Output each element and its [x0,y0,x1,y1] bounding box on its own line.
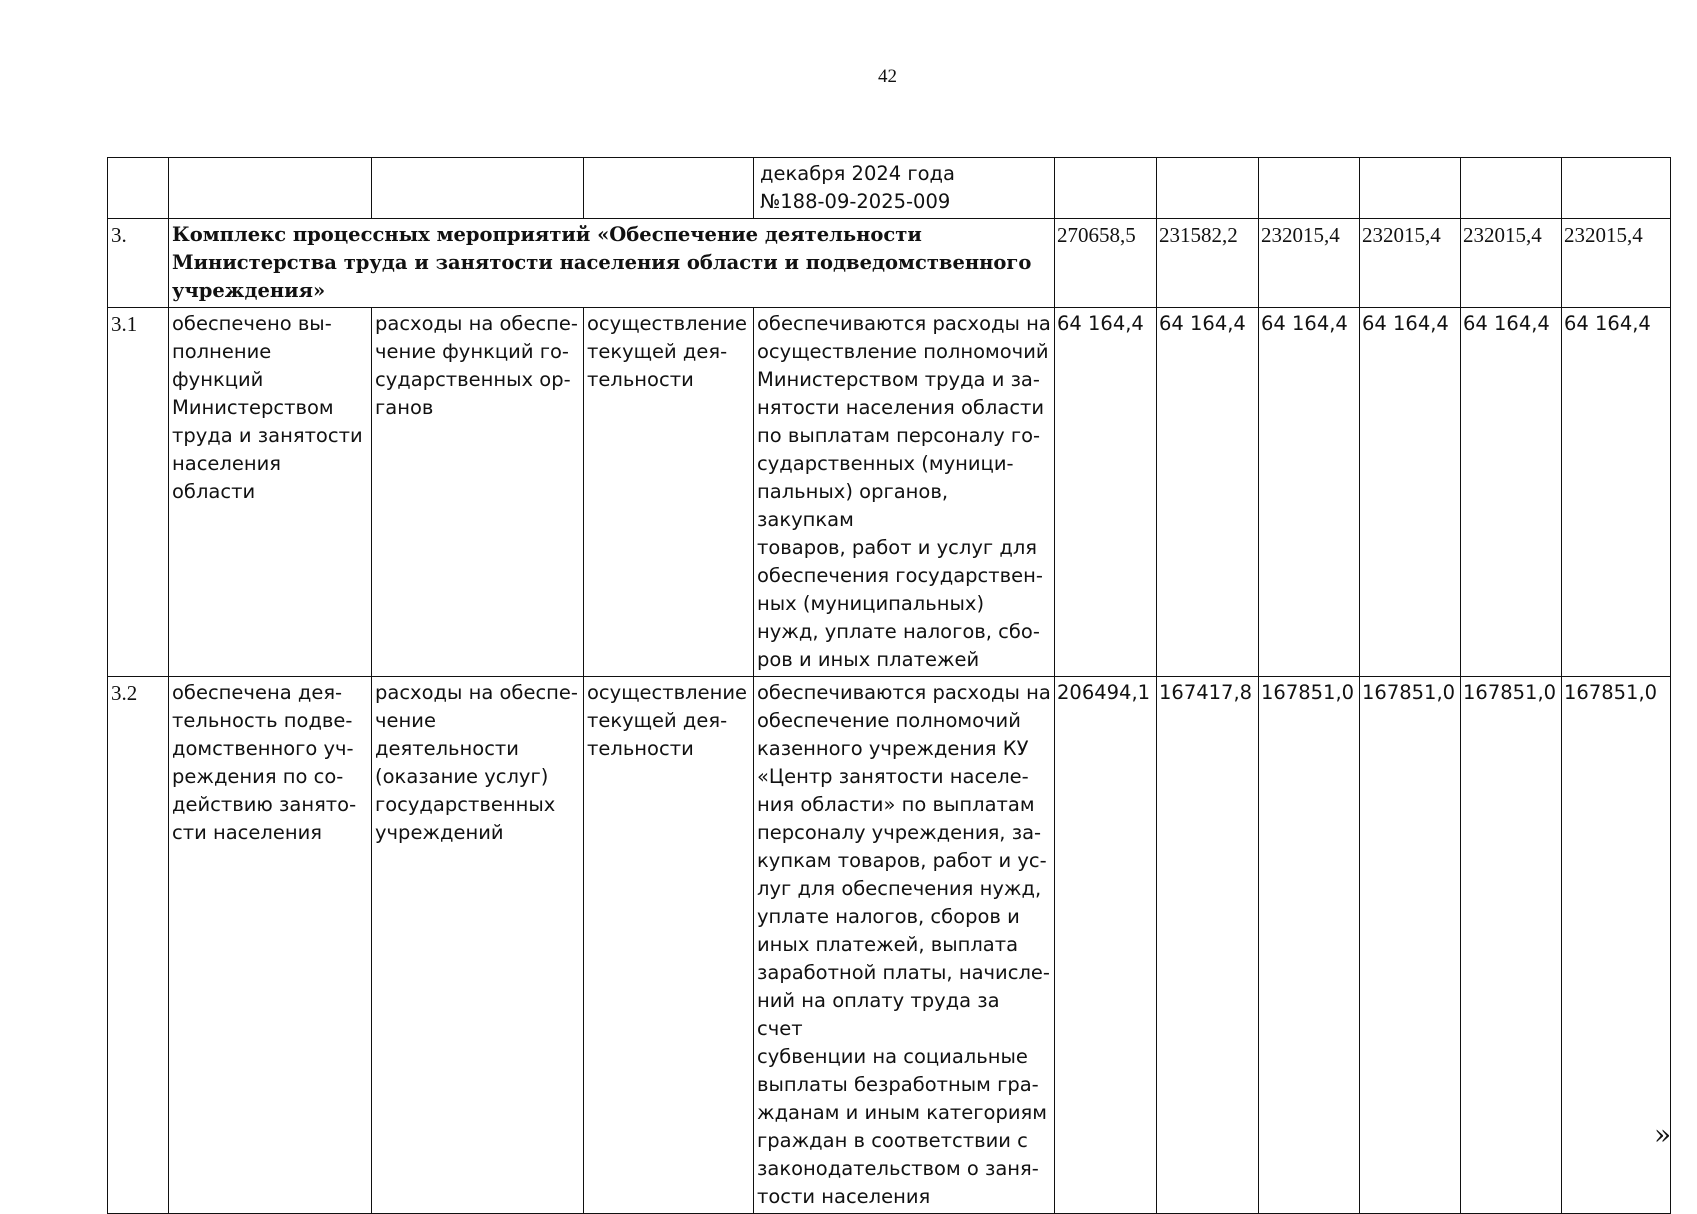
section-value-4: 232015,4 [1360,219,1461,308]
row-result: обеспечена дея- тельность подве- домственного уч- реждения по со- действию занято- сти населения [169,677,372,1214]
table-row-3-2 [108,677,1671,1214]
continuation-row [108,158,1671,219]
row-value-6: 64 164,4 [1562,308,1671,677]
continuation-cell-value [1461,158,1562,219]
section-row [108,219,1671,308]
continuation-cell-value [1055,158,1157,219]
continuation-cell-expense [372,158,584,219]
section-value-1: 270658,5 [1055,219,1157,308]
continuation-cell-value [1157,158,1259,219]
row-description: обеспечиваются расходы на осуществление полномочий Министерством труда и за- нятости населения области по выплатам персоналу го- сударственных (муници- пальных) органов, закупкам товаров, работ и услуг для обеспечения государствен- ных (муниципальных) нужд, уплате налогов, сбо- ров и иных платежей [754,308,1055,677]
continuation-cell-description: декабря 2024 года №188-09-2025-009 [754,158,1055,219]
budget-table [107,157,1671,1214]
row-value-4: 64 164,4 [1360,308,1461,677]
continuation-cell-index [108,158,169,219]
row-description: обеспечиваются расходы на обеспечение полномочий казенного учреждения КУ «Центр занятости населе- ния области» по выплатам персоналу учреждения, за- купкам товаров, работ и ус- луг для обеспечения нужд, уплате налогов, сборов и иных платежей, выплата заработной платы, начисле- ний на оплату труда за счет субвенции на социальные выплаты безработным гра- жданам и иным категориям граждан в соответствии с законодательством о заня- тости населения [754,677,1055,1214]
row-expense: расходы на обеспе- чение функций го- сударственных ор- ганов [372,308,584,677]
row-expense: расходы на обеспе- чение деятельности (оказание услуг) государственных учреждений [372,677,584,1214]
row-type: осуществление текущей дея- тельности [584,308,754,677]
row-value-3: 167851,0 [1259,677,1360,1214]
section-value-2: 231582,2 [1157,219,1259,308]
closing-quote-mark: » [1654,1118,1672,1151]
row-value-4: 167851,0 [1360,677,1461,1214]
row-index: 3.2 [108,677,169,1214]
section-value-3: 232015,4 [1259,219,1360,308]
row-type: осуществление текущей дея- тельности [584,677,754,1214]
section-index: 3. [108,219,169,308]
continuation-cell-value [1562,158,1671,219]
row-value-2: 64 164,4 [1157,308,1259,677]
row-index: 3.1 [108,308,169,677]
row-value-1: 64 164,4 [1055,308,1157,677]
continuation-cell-type [584,158,754,219]
continuation-cell-value [1360,158,1461,219]
row-value-1: 206494,1 [1055,677,1157,1214]
continuation-cell-value [1259,158,1360,219]
row-value-5: 64 164,4 [1461,308,1562,677]
row-value-6: 167851,0 [1562,677,1671,1214]
continuation-cell-result [169,158,372,219]
section-title: Комплекс процессных мероприятий «Обеспечение деятельности Министерства труда и занятости населения области и подведомственного учреждения» [169,219,1055,308]
row-result: обеспечено вы- полнение функций Министерством труда и занятости населения области [169,308,372,677]
section-value-6: 232015,4 [1562,219,1671,308]
row-value-3: 64 164,4 [1259,308,1360,677]
table-row-3-1 [108,308,1671,677]
row-value-2: 167417,8 [1157,677,1259,1214]
page-number: 42 [878,66,897,87]
row-value-5: 167851,0 [1461,677,1562,1214]
section-value-5: 232015,4 [1461,219,1562,308]
